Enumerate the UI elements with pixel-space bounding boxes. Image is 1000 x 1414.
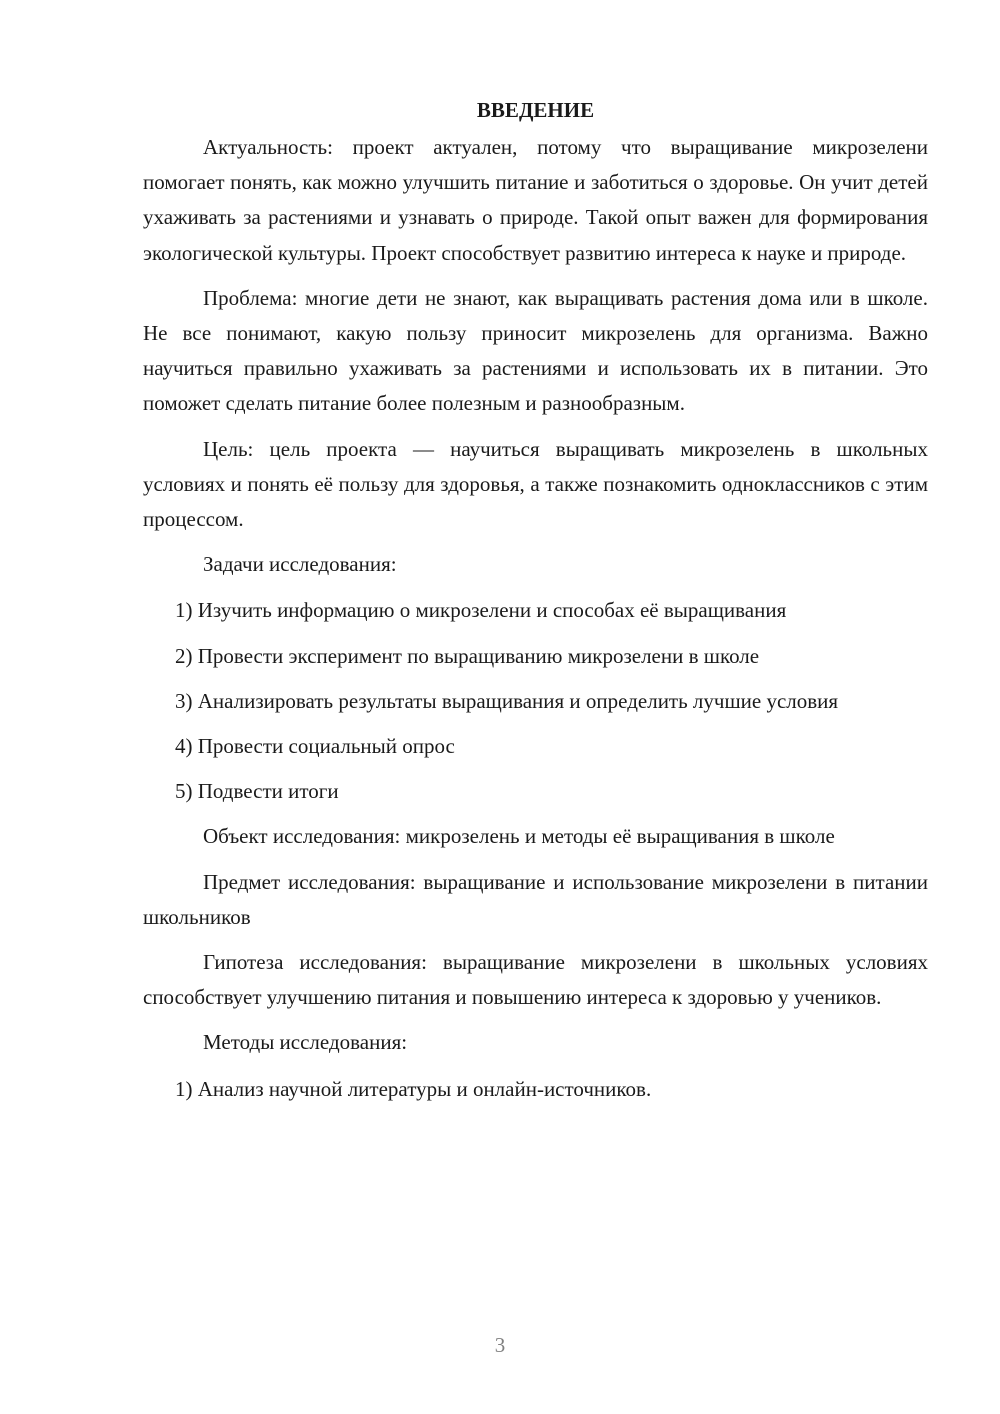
task-item-1: 1) Изучить информацию о микрозелени и способах её выращивания	[175, 598, 787, 623]
paragraph-problem: Проблема: многие дети не знают, как выращивать растения дома или в школе. Не все понимают, какую пользу приносит микрозелень для организма. Важно научиться правильно ухаживать за растениями и использовать их в питании. Это поможет сделать питание более полезным и разнообразным.	[143, 285, 928, 416]
paragraph-subject: Предмет исследования: выращивание и использование микрозелени в питании школьников	[143, 869, 928, 929]
task-item-3: 3) Анализировать результаты выращивания и определить лучшие условия	[175, 688, 839, 713]
paragraph-relevance: Актуальность: проект актуален, потому что выращивание микрозелени помогает понять, как можно улучшить питание и заботиться о здоровье. Он учит детей ухаживать за растениями и узнавать о природе. Такой опыт важен для формирования экологической культуры. Проект способствует развитию интереса к науке и природе.	[143, 135, 928, 265]
paragraph-hypothesis: Гипотеза исследования: выращивание микрозелени в школьных условиях способствует улучшению питания и повышению интереса к здоровью у учеников.	[143, 950, 928, 1010]
methods-heading: Методы исследования:	[203, 1030, 408, 1055]
task-item-2: 2) Провести эксперимент по выращиванию микрозелени в школе	[175, 643, 760, 668]
paragraph-goal: Цель: цель проекта — научиться выращивать микрозелень в школьных условиях и понять её пользу для здоровья, а также познакомить одноклассников с этим процессом.	[143, 436, 928, 532]
page-number: 3	[494, 1333, 506, 1357]
method-item-1: 1) Анализ научной литературы и онлайн-источников.	[175, 1076, 652, 1101]
task-item-4: 4) Провести социальный опрос	[175, 734, 455, 759]
task-item-5: 5) Подвести итоги	[175, 779, 339, 804]
paragraph-object: Объект исследования: микрозелень и методы её выращивания в школе	[203, 824, 835, 849]
document-page	[143, 90, 928, 1117]
section-heading: ВВЕДЕНИЕ	[476, 98, 595, 122]
tasks-heading: Задачи исследования:	[203, 552, 397, 577]
